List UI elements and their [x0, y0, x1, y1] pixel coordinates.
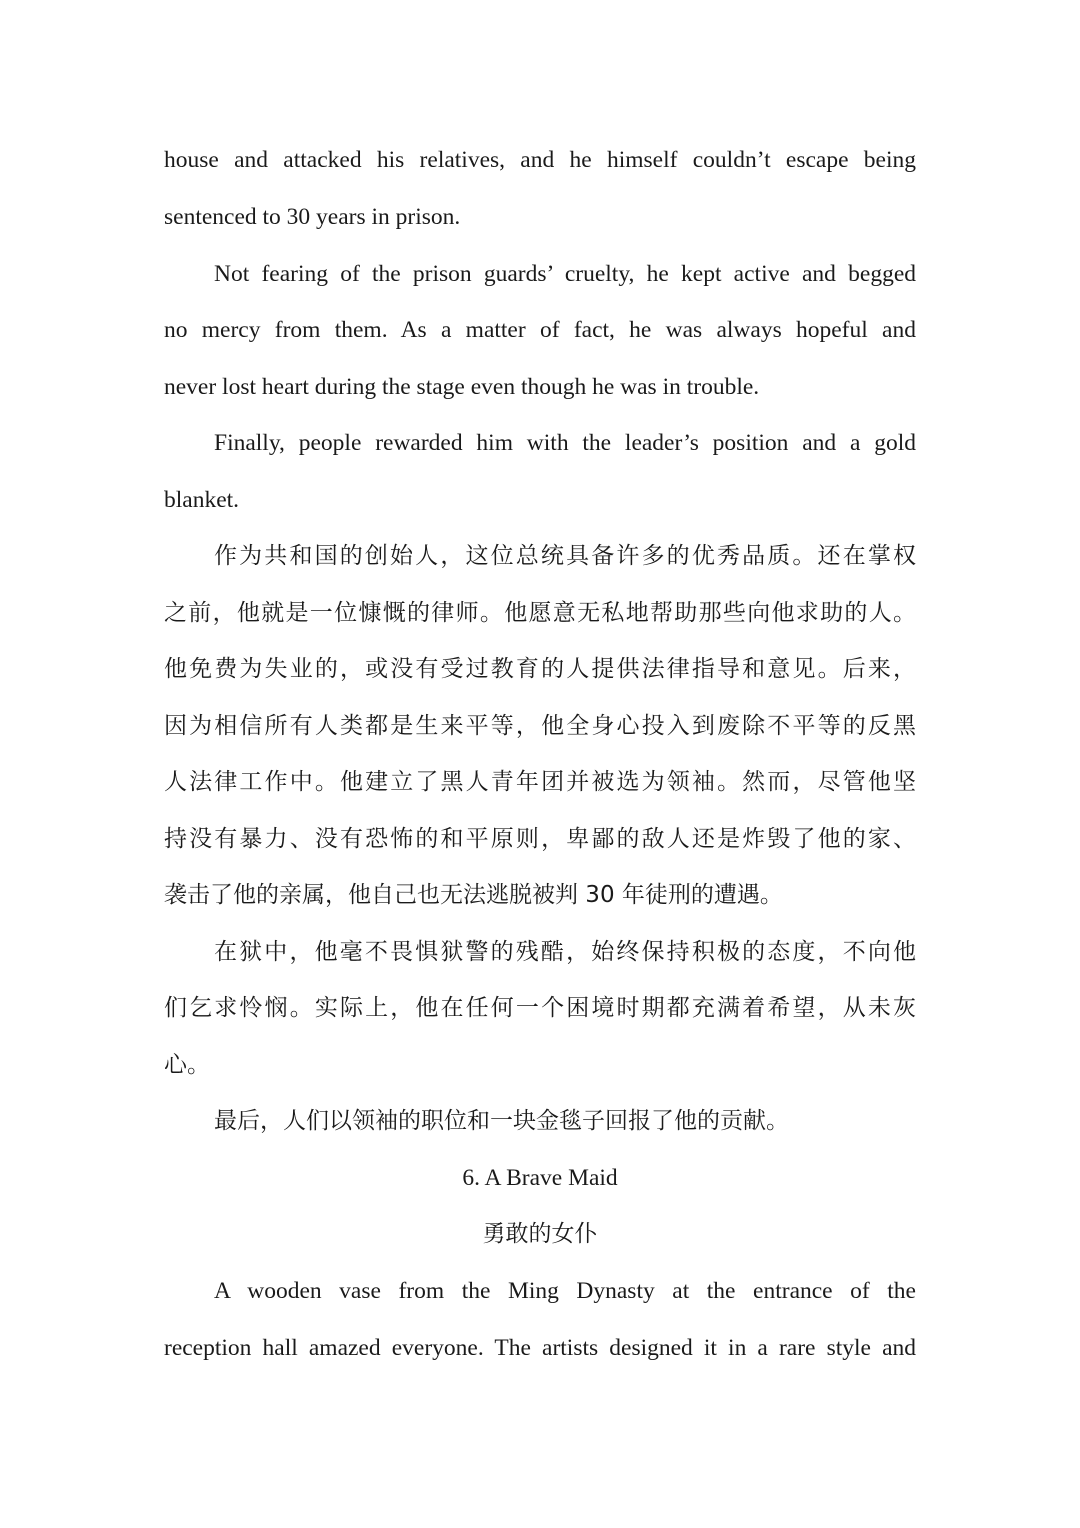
text-line: 袭击了他的亲属，他自己也无法逃脱被判 30 年徒刑的遭遇。: [164, 882, 783, 908]
text-line: sentenced to 30 years in prison.: [164, 204, 461, 230]
text-line: no mercy from them. As a matter of fact, he was always hopeful and: [164, 317, 916, 343]
text-line: never lost heart during the stage even though he was in trouble.: [164, 374, 760, 400]
text-line: reception hall amazed everyone. The artists designed it in a rare style and: [164, 1335, 916, 1361]
text-line: 持没有暴力、没有恐怖的和平原则，卑鄙的敌人还是炸毁了他的家、: [164, 826, 916, 852]
text-line: 们乞求怜悯。实际上，他在任何一个困境时期都充满着希望，从未灰: [164, 995, 916, 1021]
text-line: 之前，他就是一位慷慨的律师。他愿意无私地帮助那些向他求助的人。: [164, 600, 916, 626]
text-line: Finally, people rewarded him with the leader’s position and a gold: [214, 430, 916, 456]
section-title-zh: 勇敢的女仆: [482, 1221, 598, 1247]
text-line: 他免费为失业的，或没有受过教育的人提供法律指导和意见。后来，: [164, 656, 916, 682]
text-line: 作为共和国的创始人，这位总统具备许多的优秀品质。还在掌权: [214, 543, 916, 569]
text-line: 心。: [164, 1052, 210, 1078]
text-line: Not fearing of the prison guards’ cruelty, he kept active and begged: [214, 261, 916, 287]
text-line: 在狱中，他毫不畏惧狱警的残酷，始终保持积极的态度，不向他: [214, 939, 916, 965]
text-line: 人法律工作中。他建立了黑人青年团并被选为领袖。然而，尽管他坚: [164, 769, 916, 795]
text-line: 最后，人们以领袖的职位和一块金毯子回报了他的贡献。: [214, 1108, 789, 1134]
text-line: house and attacked his relatives, and he himself couldn’t escape being: [164, 147, 916, 173]
text-line: 因为相信所有人类都是生来平等，他全身心投入到废除不平等的反黑: [164, 713, 916, 739]
section-title-en: 6. A Brave Maid: [462, 1165, 618, 1191]
text-line: blanket.: [164, 487, 240, 513]
text-line: A wooden vase from the Ming Dynasty at the entrance of the: [214, 1278, 916, 1304]
